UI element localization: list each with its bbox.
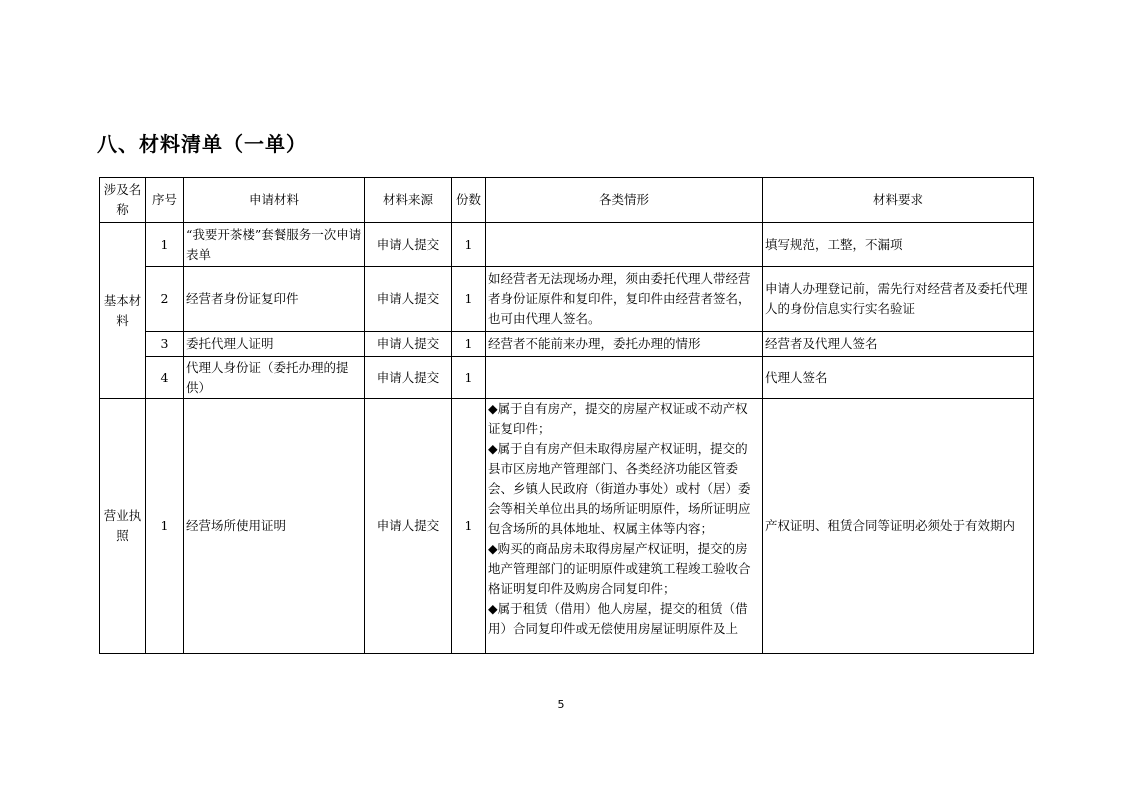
row-count: 1 — [452, 267, 486, 332]
row-situation: 如经营者无法现场办理，须由委托代理人带经营者身份证原件和复印件，复印件由经营者签名，也可由代理人签名。 — [486, 267, 763, 332]
row-situation: ◆属于自有房产，提交的房屋产权证或不动产权证复印件； ◆属于自有房产但未取得房屋产权证明，提交的县市区房地产管理部门、各类经济功能区管委会、乡镇人民政府（街道办事处）或村（居）委会等相关单位出具的场所证明原件，场所证明应包含场所的具体地址、权属主体等内容； ◆购买的商品房未取得房屋产权证明，提交的房地产管理部门的证明原件或建筑工程竣工验收合格证明复印件及购房合同复印件； ◆属于租赁（借用）他人房屋，提交的租赁（借用）合同复印件或无偿使用房屋证明原件及上 — [486, 399, 763, 654]
row-situation — [486, 223, 763, 267]
row-situation: 经营者不能前来办理，委托办理的情形 — [486, 332, 763, 357]
row-requirement: 产权证明、租赁合同等证明必须处于有效期内 — [763, 399, 1034, 654]
table-row — [100, 399, 1034, 654]
row-situation — [486, 357, 763, 399]
header-source: 材料来源 — [365, 178, 452, 223]
table-header-row — [100, 178, 1034, 223]
row-source: 申请人提交 — [365, 399, 452, 654]
row-source: 申请人提交 — [365, 267, 452, 332]
table-row — [100, 357, 1034, 399]
header-no: 序号 — [146, 178, 184, 223]
row-no: 3 — [146, 332, 184, 357]
header-requirement: 材料要求 — [763, 178, 1034, 223]
materials-table — [99, 177, 1034, 654]
row-requirement: 经营者及代理人签名 — [763, 332, 1034, 357]
row-material: 委托代理人证明 — [184, 332, 365, 357]
row-count: 1 — [452, 223, 486, 267]
group-basic: 基本材料 — [100, 223, 146, 399]
row-count: 1 — [452, 332, 486, 357]
row-count: 1 — [452, 357, 486, 399]
row-requirement: 填写规范，工整，不漏项 — [763, 223, 1034, 267]
row-no: 1 — [146, 223, 184, 267]
table-row — [100, 267, 1034, 332]
row-material: 代理人身份证（委托办理的提供） — [184, 357, 365, 399]
header-situation: 各类情形 — [486, 178, 763, 223]
row-requirement: 申请人办理登记前，需先行对经营者及委托代理人的身份信息实行实名验证 — [763, 267, 1034, 332]
row-no: 2 — [146, 267, 184, 332]
table-row — [100, 332, 1034, 357]
section-heading: 八、材料清单（一单） — [97, 132, 307, 156]
row-no: 1 — [146, 399, 184, 654]
row-source: 申请人提交 — [365, 223, 452, 267]
row-no: 4 — [146, 357, 184, 399]
row-count: 1 — [452, 399, 486, 654]
row-material: “我要开茶楼”套餐服务一次申请表单 — [184, 223, 365, 267]
row-material: 经营者身份证复印件 — [184, 267, 365, 332]
row-requirement: 代理人签名 — [763, 357, 1034, 399]
page-number: 5 — [557, 698, 565, 711]
header-material: 申请材料 — [184, 178, 365, 223]
header-category: 涉及名称 — [100, 178, 146, 223]
row-source: 申请人提交 — [365, 357, 452, 399]
header-count: 份数 — [452, 178, 486, 223]
row-source: 申请人提交 — [365, 332, 452, 357]
row-material: 经营场所使用证明 — [184, 399, 365, 654]
table-row — [100, 223, 1034, 267]
group-license: 营业执照 — [100, 399, 146, 654]
